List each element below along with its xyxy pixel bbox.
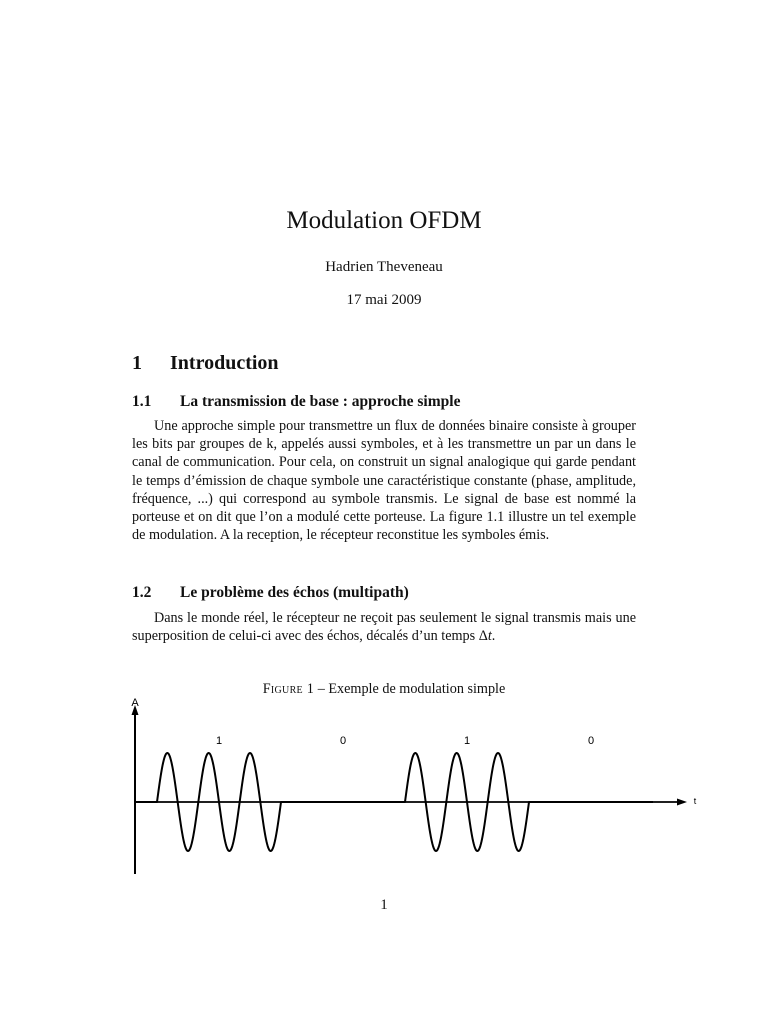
subsection-number-1: 1.1: [132, 393, 152, 410]
symbol-label: 1: [215, 735, 223, 747]
symbol-label: 0: [339, 735, 347, 747]
document-date: 17 mai 2009: [346, 292, 422, 308]
subsection-title-2: Le problème des échos (multipath): [180, 584, 409, 601]
symbol-labels: [216, 735, 594, 747]
figure-caption-text: Exemple de modulation simple: [328, 681, 506, 697]
x-axis-arrow: [677, 799, 687, 806]
y-axis-label: A: [131, 697, 139, 709]
symbol-label: 0: [587, 735, 595, 747]
section-heading: [132, 349, 279, 377]
figure-caption-separator: –: [314, 681, 329, 697]
delta-symbol: Δ: [478, 628, 488, 645]
page-number: 1: [380, 897, 388, 913]
paragraph-multipath-text: Dans le monde réel, le récepteur ne reçoit pas seulement le signal transmis mais une superposition de celui-ci avec des échos, décalés d’un temps: [132, 610, 636, 645]
subsection-number-2: 1.2: [132, 584, 152, 601]
document-title: Modulation OFDM: [286, 207, 482, 234]
paragraph-multipath-end: .: [491, 628, 496, 645]
subsection-title-1: La transmission de base : approche simple: [180, 393, 461, 410]
paragraph-transmission: Une approche simple pour transmettre un flux de données binaire consiste à grouper les bits par groupes de k, appelés aussi symboles, et à les transmettre un par un dans le canal de communication. Pour cela, on construit un signal analogique qui garde pendant le temps d’émission de chaque symbole une caractéristique constante (phase, amplitude, fréquence, ...) qui correspond au symbole transmis. Le signal de base est nommé la porteuse et on dit que l’on a modulé cette porteuse. La figure 1.1 illustre un tel exemple de modulation. A la reception, le récepteur reconstitue les symboles émis.: [132, 418, 636, 544]
delta-variable: t: [487, 628, 492, 645]
symbol-label: 1: [463, 735, 471, 747]
section-number: 1: [132, 352, 142, 374]
paragraph-multipath: [132, 609, 636, 645]
figure-caption-label: Figure 1: [262, 681, 315, 697]
document-author: Hadrien Theveneau: [325, 259, 443, 275]
x-axis-label: t: [693, 796, 697, 806]
subsection-heading-2: [132, 582, 409, 604]
section-title: Introduction: [170, 352, 279, 374]
modulation-figure: [126, 692, 708, 878]
subsection-heading-1: [132, 391, 460, 413]
